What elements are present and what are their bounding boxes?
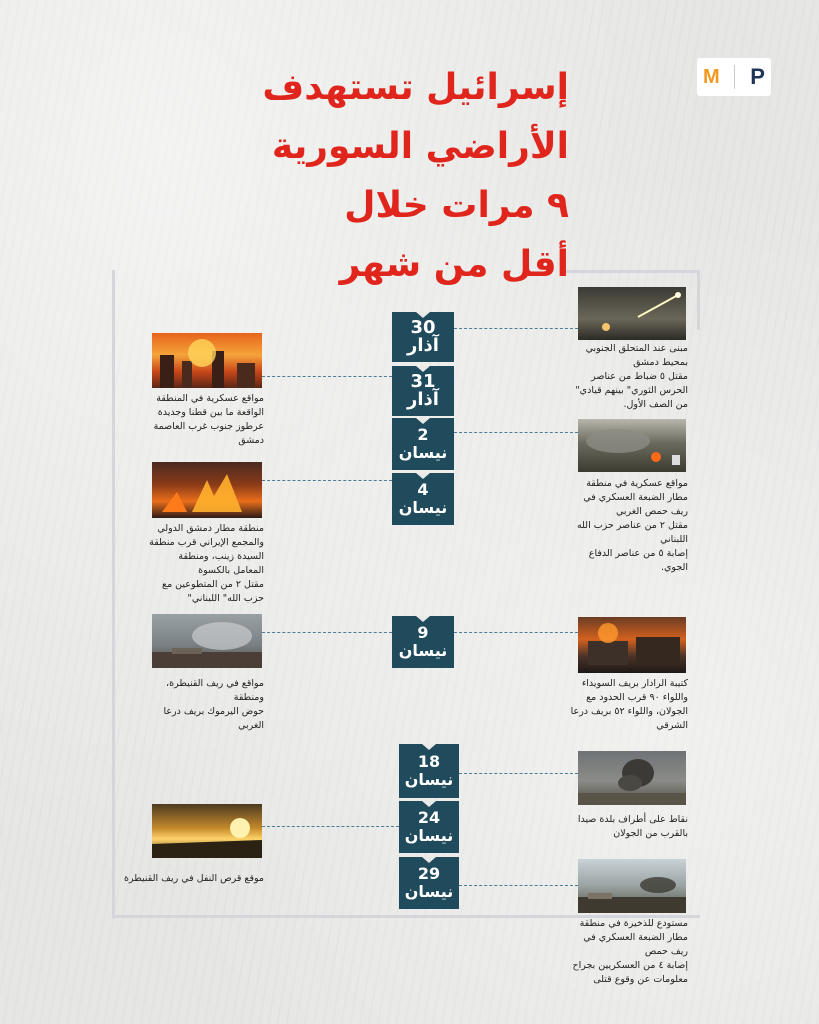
event-caption	[147, 522, 264, 606]
caption-line: مواقع عسكرية في المنطقة	[156, 393, 264, 404]
caption-line: منطقة مطار دمشق الدولي	[157, 523, 264, 534]
date-badge-notch	[416, 616, 430, 622]
photo-illustration	[578, 751, 686, 805]
logo-divider	[734, 65, 735, 89]
caption-line: الواقعة ما بين قطنا وجديدة	[157, 407, 264, 418]
photo-smoke-field	[152, 614, 262, 668]
event-caption	[566, 477, 688, 575]
caption-line: الجوي.	[660, 562, 688, 573]
photo-illustration	[578, 859, 686, 913]
logo-letter-m: M	[703, 65, 720, 88]
caption-line: ريف حمص الغربي	[615, 506, 688, 517]
event-caption	[150, 392, 264, 448]
caption-line: مبنى عند المتحلق الجنوبي	[585, 343, 688, 354]
connector-line	[454, 632, 578, 633]
event-caption	[120, 872, 264, 886]
date-badge-notch	[422, 801, 436, 807]
photo-illustration	[152, 462, 262, 518]
date-badge	[392, 312, 454, 362]
caption-line: دمشق	[238, 435, 264, 446]
date-label: 9 نيسان	[398, 623, 448, 660]
date-badge	[392, 473, 454, 525]
caption-line: الجولان، واللواء ٥٢ بريف درعا	[570, 706, 688, 717]
date-badge-notch	[422, 857, 436, 863]
connector-line	[262, 632, 392, 633]
connector-line	[454, 432, 578, 433]
caption-line: اللبناني	[660, 534, 688, 545]
photo-illustration	[578, 419, 686, 472]
headline-line: إسرائيل تستهدف	[262, 67, 569, 108]
photo-illustration	[578, 287, 686, 340]
caption-line: عرطوز جنوب غرب العاصمة	[153, 421, 264, 432]
event-caption	[566, 677, 688, 733]
photo-smoke-town	[578, 859, 686, 913]
date-badge-notch	[416, 312, 430, 318]
date-badge	[399, 744, 459, 798]
caption-line: إصابة ٤ من العسكريين بجراح	[572, 960, 688, 971]
connector-line	[459, 773, 578, 774]
event-caption	[566, 813, 688, 841]
caption-line: مقتل ٢ من المتطوعين مع	[162, 579, 264, 590]
timeline-frame-top	[560, 270, 700, 273]
connector-line	[454, 328, 578, 329]
logo-letter-p: P	[750, 64, 765, 89]
headline-line: الأراضي السورية	[271, 126, 569, 167]
date-badge	[392, 616, 454, 668]
photo-illustration	[152, 614, 262, 668]
photo-illustration	[578, 617, 686, 673]
date-badge-notch	[422, 744, 436, 750]
event-caption	[136, 677, 264, 733]
date-badge	[392, 366, 454, 416]
headline	[229, 58, 569, 294]
caption-line: معلومات عن وقوع قتلى	[593, 974, 688, 985]
date-badge-notch	[416, 366, 430, 372]
caption-line: مطار الضبعة العسكري في	[583, 492, 688, 503]
caption-line: واللواء ٩٠ قرب الحدود مع	[586, 692, 688, 703]
caption-line: مستودع للذخيرة في منطقة	[579, 918, 688, 929]
date-label: 4 نيسان	[398, 480, 448, 517]
event-caption	[566, 342, 688, 412]
photo-smoke-plume	[578, 751, 686, 805]
photo-explosion-industrial	[152, 333, 262, 388]
caption-line: حزب الله" اللبناني"	[187, 593, 264, 604]
caption-line: السيدة زينب، ومنطقة	[178, 551, 264, 562]
date-label: 2 نيسان	[398, 425, 448, 462]
timeline-frame-right	[697, 270, 700, 330]
caption-line: مواقع في ريف القنيطرة، ومنطقة	[166, 678, 264, 703]
caption-line: مقتل ٢ من عناصر حزب الله	[576, 520, 688, 531]
connector-line	[262, 376, 392, 377]
caption-line: المعامل بالكسوة	[198, 565, 264, 576]
brand-logo	[697, 58, 771, 96]
caption-line: بمحيط دمشق	[633, 357, 688, 368]
caption-line: والمجمع الإيراني قرب منطقة	[149, 537, 264, 548]
date-label: 29 نيسان	[404, 864, 454, 901]
caption-line: مطار الضبعة العسكري في	[583, 932, 688, 943]
headline-line: أقل من شهر	[339, 244, 569, 285]
headline-line: ٩ مرات خلال	[344, 185, 569, 226]
date-badge	[399, 801, 459, 853]
photo-night-explosion	[152, 804, 262, 858]
photo-illustration	[152, 333, 262, 388]
caption-line: مقتل ٥ ضباط من عناصر	[591, 371, 688, 382]
date-badge-notch	[416, 473, 430, 479]
date-label: 18 نيسان	[404, 752, 454, 789]
photo-missile-trail	[578, 287, 686, 340]
caption-line: كتيبة الرادار بريف السويداء	[581, 678, 688, 689]
connector-line	[459, 885, 578, 886]
caption-line: من الصف الأول.	[623, 399, 688, 410]
date-label: 24 نيسان	[404, 808, 454, 845]
connector-line	[262, 826, 399, 827]
caption-line: ريف حمص	[644, 946, 688, 957]
caption-line: مواقع عسكرية في منطقة	[586, 478, 688, 489]
photo-burning-trucks	[578, 617, 686, 673]
date-label: 30 آذار	[407, 317, 439, 356]
caption-line: موقع قرص النفل في ريف القنيطرة	[124, 873, 264, 884]
event-caption	[566, 917, 688, 987]
photo-fire-night	[152, 462, 262, 518]
date-badge	[392, 418, 454, 470]
caption-line: الحرس الثوري" بينهم قيادي"	[575, 385, 688, 396]
date-badge-notch	[416, 418, 430, 424]
caption-line: الشرقي	[656, 720, 688, 731]
caption-line: إصابة ٥ من عناصر الدفاع	[588, 548, 688, 559]
caption-line: نقاط على أطراف بلدة صيدا	[577, 814, 688, 825]
date-label: 31 آذار	[407, 371, 439, 410]
caption-line: حوض اليرموك بريف درعا الغربي	[163, 706, 264, 731]
connector-line	[262, 480, 392, 481]
photo-illustration	[152, 804, 262, 858]
photo-smoke-hills	[578, 419, 686, 472]
caption-line: بالقرب من الجولان	[613, 828, 688, 839]
date-badge	[399, 857, 459, 909]
